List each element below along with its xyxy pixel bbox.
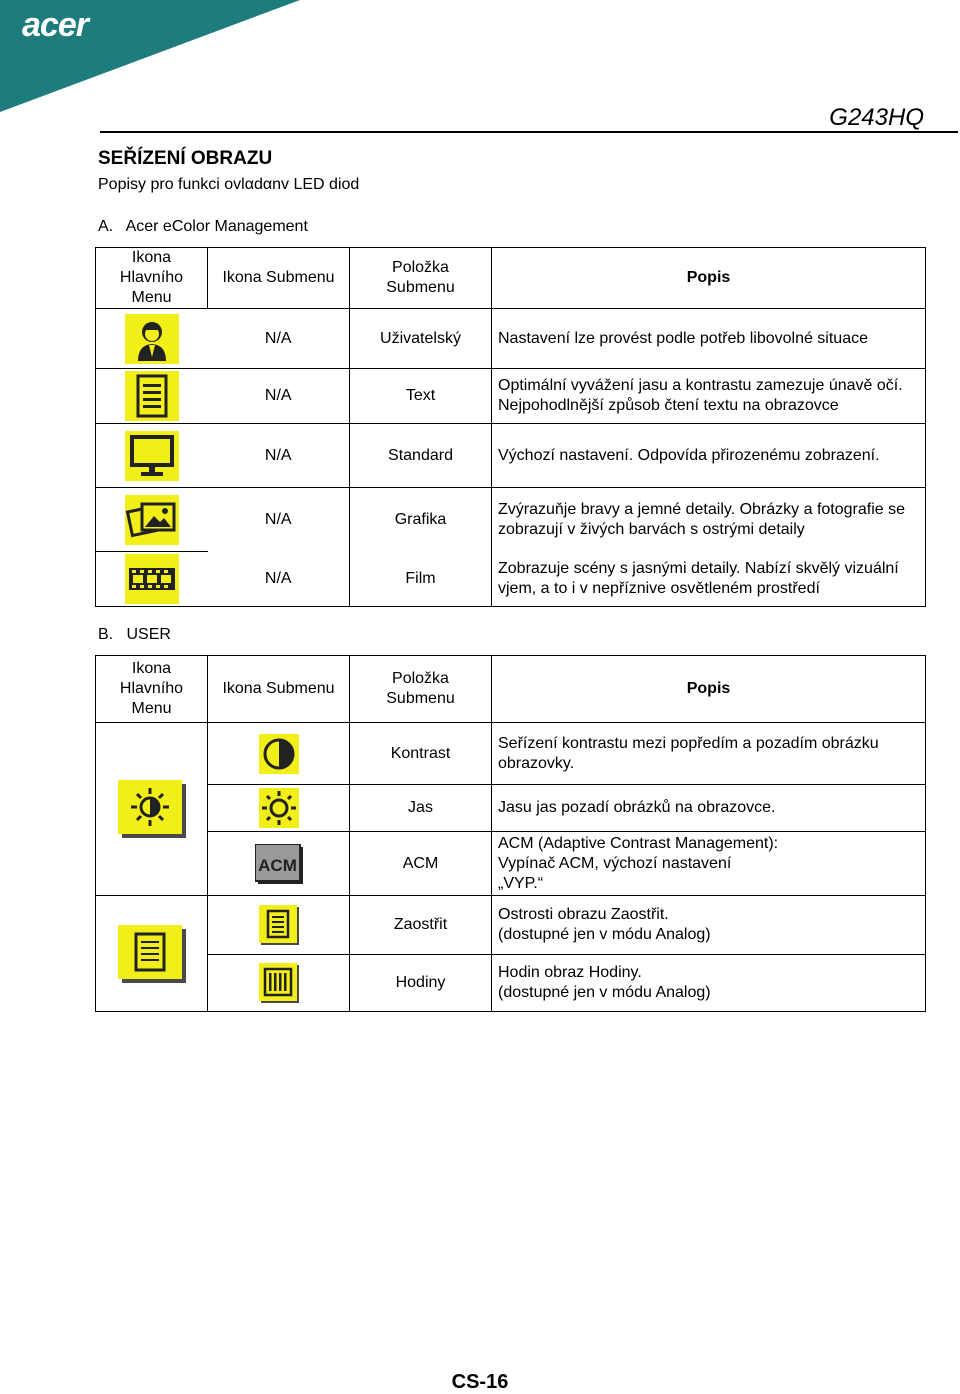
sub-icon: N/A xyxy=(208,552,350,607)
section-b-label: B. xyxy=(98,626,114,643)
section-b-heading xyxy=(98,626,171,644)
brightness-menu-icon xyxy=(118,780,186,838)
header-sub-icon: Ikona Submenu xyxy=(208,656,350,723)
acer-logo: acer xyxy=(22,6,88,44)
item-name: ACM xyxy=(350,832,492,896)
table-row xyxy=(96,309,926,369)
user-table xyxy=(95,655,926,1012)
section-a-heading xyxy=(98,218,308,236)
table-row xyxy=(96,785,926,832)
page-title: SEŘÍZENÍ OBRAZU xyxy=(98,148,273,169)
header-sub-icon: Ikona Submenu xyxy=(208,248,350,309)
table-row xyxy=(96,955,926,1012)
section-b-title: USER xyxy=(126,626,171,643)
film-strip-icon xyxy=(124,553,180,605)
main-icon-cell xyxy=(96,309,208,369)
desc-line: „VYP.“ xyxy=(498,874,544,892)
desc-line: Vypínač ACM, výchozí nastavení xyxy=(498,854,732,872)
item-desc: Zobrazuje scény s jasnými detaily. Nabízí skvělý vizuální vjem, a to i v nepříznive osvětleném prostředí xyxy=(492,552,926,607)
sub-icon-cell xyxy=(208,723,350,785)
main-icon-cell xyxy=(96,424,208,488)
sub-icon-cell xyxy=(208,955,350,1012)
sub-icon-cell xyxy=(208,832,350,896)
table-row xyxy=(96,552,926,607)
focus-icon xyxy=(259,905,299,945)
item-name: Zaostřit xyxy=(350,896,492,955)
ecolor-table xyxy=(95,247,926,607)
table-row xyxy=(96,832,926,896)
table-row xyxy=(96,424,926,488)
main-icon-cell xyxy=(96,723,208,896)
header-item: Položka Submenu xyxy=(350,248,492,309)
brightness-icon xyxy=(259,788,299,828)
desc-line: (dostupné jen v módu Analog) xyxy=(498,926,711,943)
header-main-icon: Ikona Hlavního Menu xyxy=(96,656,208,723)
desc-line: Hodin obraz Hodiny. xyxy=(498,964,642,981)
item-desc: Jasu jas pozadí obrázků na obrazovce. xyxy=(492,785,926,832)
page-subtitle: Popisy pro funkci ovlαdαnv LED diod xyxy=(98,176,360,193)
item-name: Kontrast xyxy=(350,723,492,785)
item-desc: Seřízení kontrastu mezi popředím a pozadím obrázku obrazovky. xyxy=(492,723,926,785)
sub-icon-cell xyxy=(208,785,350,832)
sub-icon: N/A xyxy=(208,369,350,424)
item-name: Film xyxy=(350,552,492,607)
sub-icon: N/A xyxy=(208,309,350,369)
item-desc: Výchozí nastavení. Odpovída přirozenému zobrazení. xyxy=(492,424,926,488)
table-row xyxy=(96,896,926,955)
main-icon-cell xyxy=(96,369,208,424)
item-desc xyxy=(492,896,926,955)
item-desc xyxy=(492,832,926,896)
main-icon-cell xyxy=(96,896,208,1012)
section-a-title: Acer eColor Management xyxy=(125,218,308,235)
item-name: Text xyxy=(350,369,492,424)
monitor-icon xyxy=(124,430,180,482)
desc-line: Ostrosti obrazu Zaostřit. xyxy=(498,906,669,923)
user-icon xyxy=(124,313,180,365)
item-name: Uživatelský xyxy=(350,309,492,369)
sub-icon-cell xyxy=(208,896,350,955)
acm-icon xyxy=(255,844,303,884)
item-name: Jas xyxy=(350,785,492,832)
text-document-icon xyxy=(124,370,180,422)
pictures-icon xyxy=(124,494,180,546)
item-name: Standard xyxy=(350,424,492,488)
item-desc xyxy=(492,955,926,1012)
item-name: Hodiny xyxy=(350,955,492,1012)
section-a-label: A. xyxy=(98,218,114,235)
item-desc: Optimální vyvážení jasu a kontrastu zamezuje únavě očí. Nejpohodlnější způsob čtení textu na obrazovce xyxy=(492,369,926,424)
desc-line: ACM (Adaptive Contrast Management): xyxy=(498,834,779,852)
model-name: G243HQ xyxy=(829,104,924,131)
table-row xyxy=(96,723,926,785)
header-desc: Popis xyxy=(492,656,926,723)
item-desc: Zvýrazuňje bravy a jemné detaily. Obrázky a fotografie se zobrazují v živých barvách s ostrými detaily xyxy=(492,488,926,552)
desc-line: (dostupné jen v módu Analog) xyxy=(498,984,711,1001)
item-desc: Nastavení lze provést podle potřeb libovolné situace xyxy=(492,309,926,369)
item-name: Grafika xyxy=(350,488,492,552)
clock-icon xyxy=(259,963,299,1003)
contrast-icon xyxy=(259,734,299,774)
sub-icon: N/A xyxy=(208,488,350,552)
header-item: Položka Submenu xyxy=(350,656,492,723)
svg-text:ACM: ACM xyxy=(257,855,297,875)
table-row xyxy=(96,369,926,424)
main-icon-cell xyxy=(96,488,208,552)
document-menu-icon xyxy=(118,925,186,983)
table-row xyxy=(96,488,926,552)
main-icon-cell xyxy=(96,552,208,607)
sub-icon: N/A xyxy=(208,424,350,488)
page-number: CS-16 xyxy=(451,1371,509,1393)
header-main-icon: Ikona Hlavního Menu xyxy=(96,248,208,309)
header-desc: Popis xyxy=(492,248,926,309)
